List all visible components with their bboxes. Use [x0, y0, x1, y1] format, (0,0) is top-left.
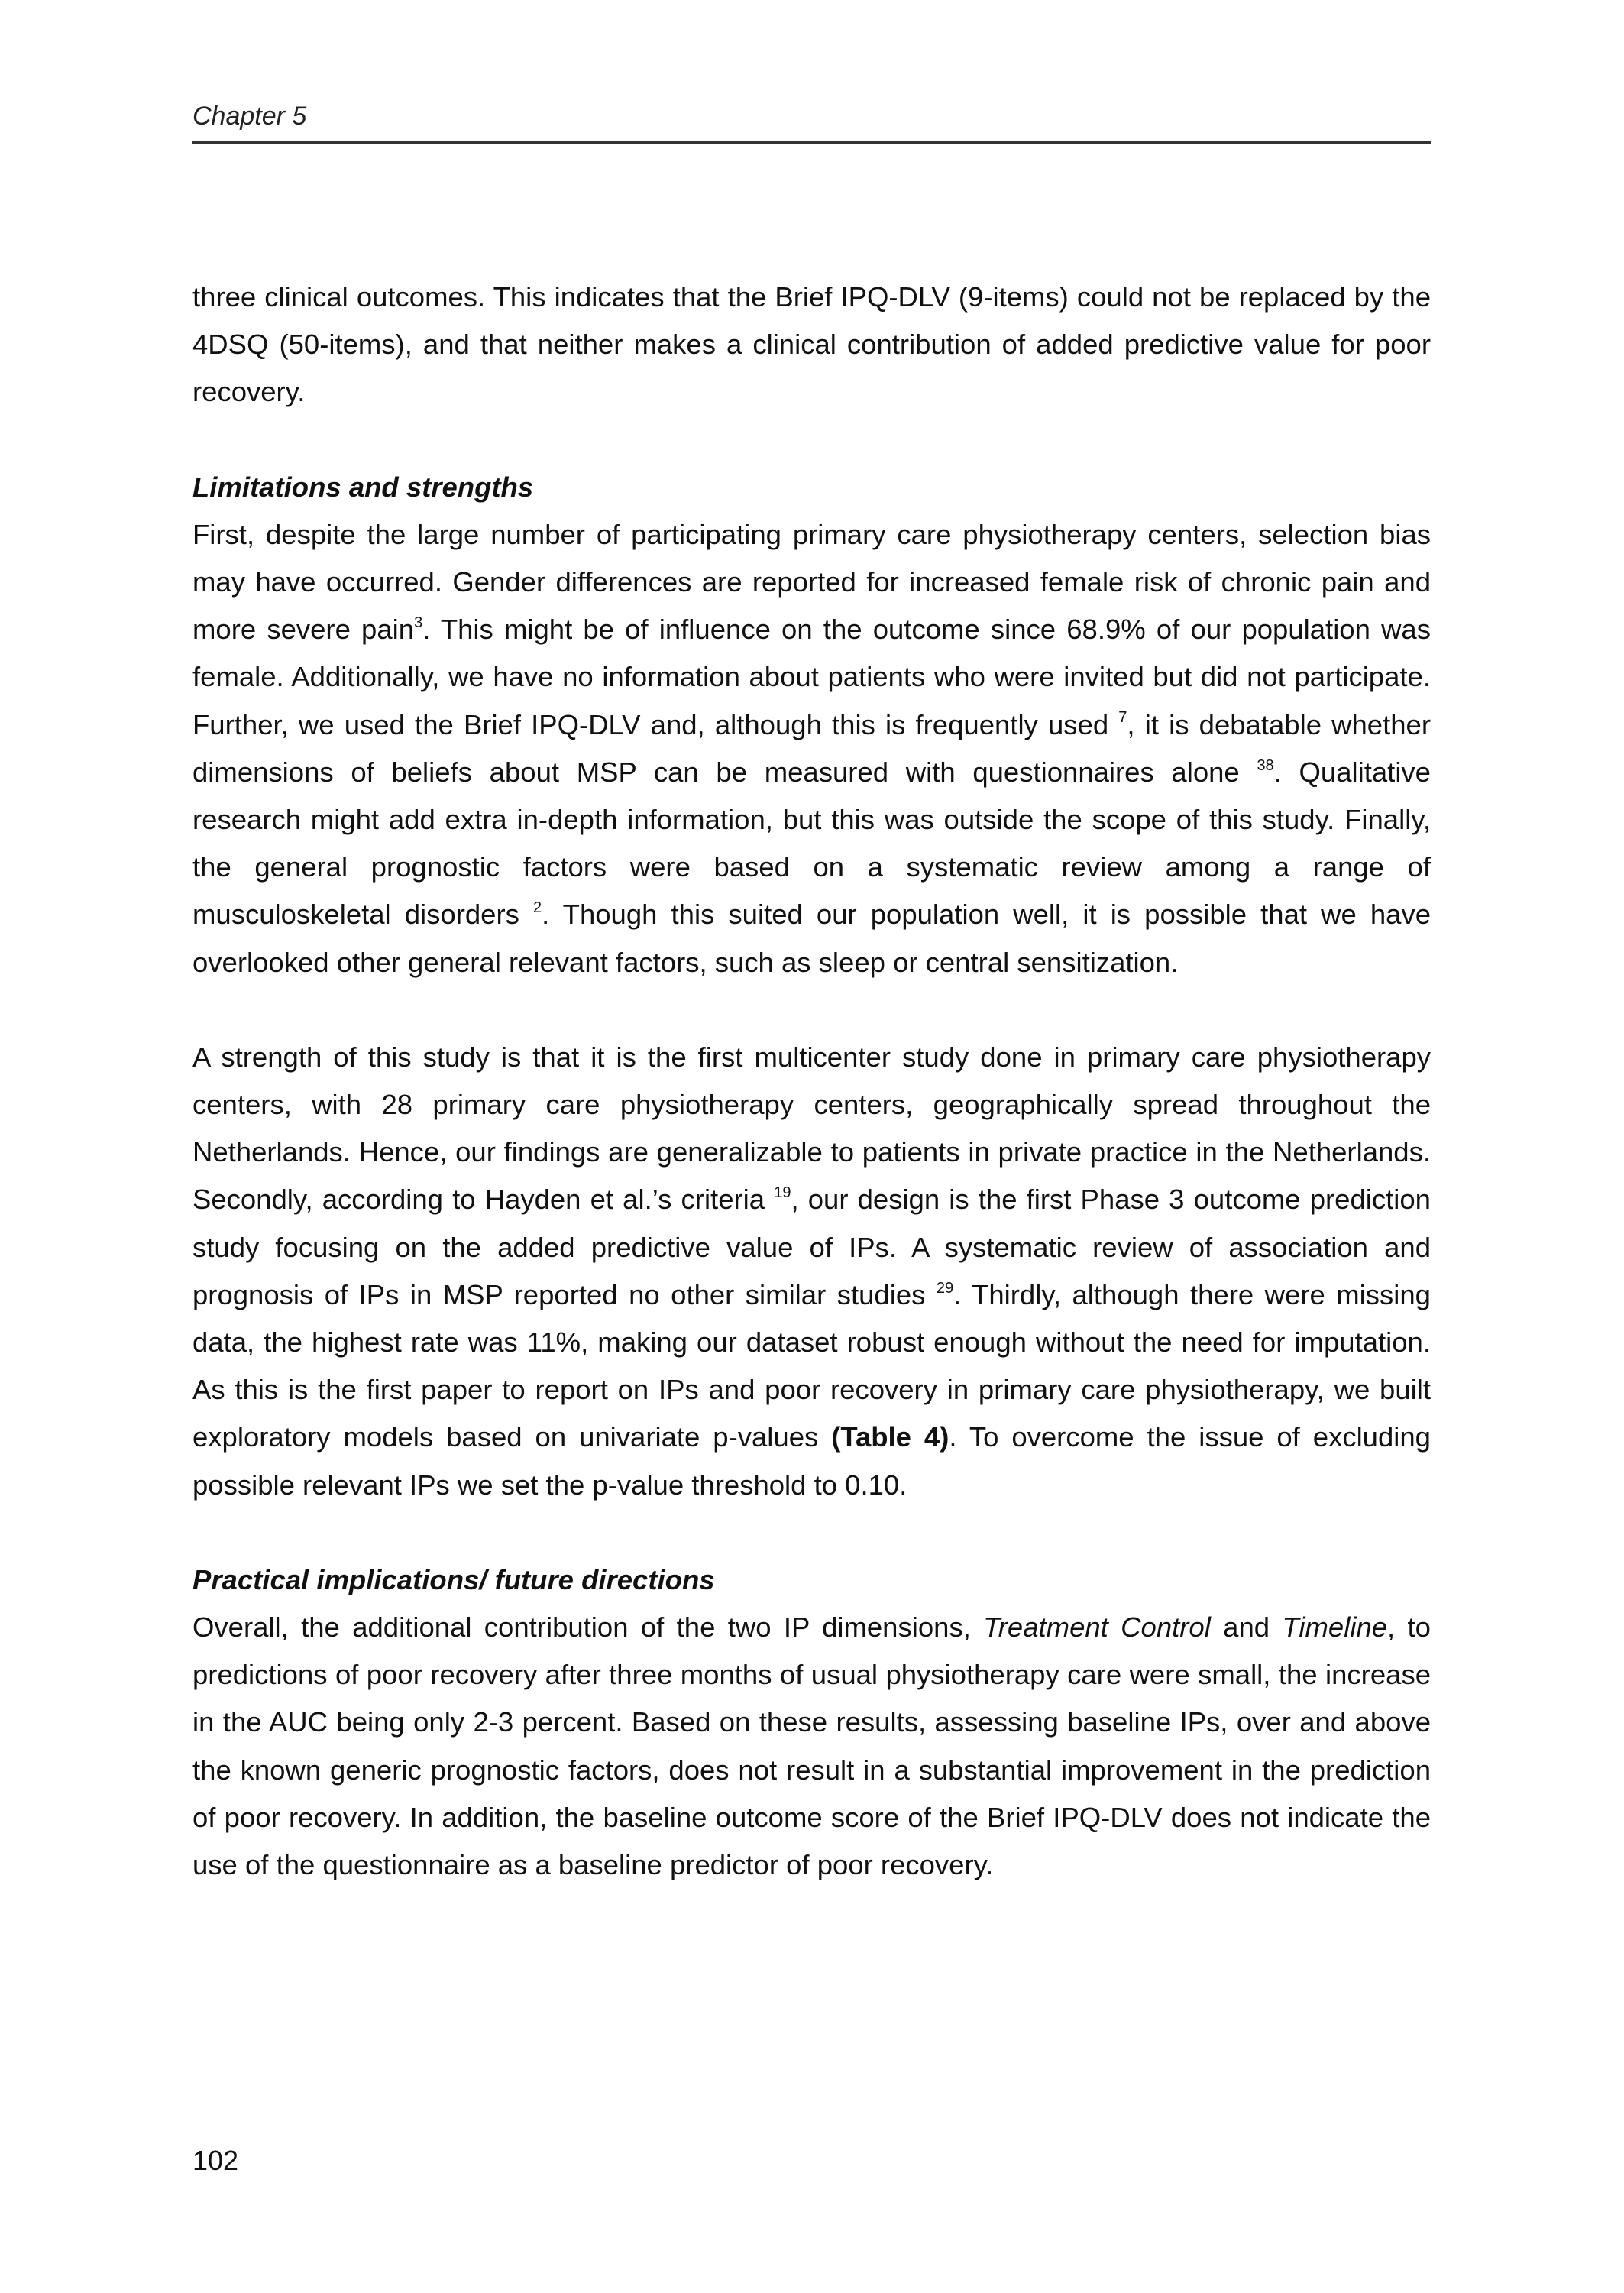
table-reference: (Table 4)	[831, 1421, 949, 1453]
citation-ref: 7	[1118, 709, 1127, 727]
heading-practical-implications: Practical implications/ future directions	[192, 1563, 715, 1595]
heading-limitations: Limitations and strengths	[192, 471, 534, 503]
text-run: , to predictions of poor recovery after three months of usual physiotherapy care were small, the increase in the AUC being only 2-3 percent. Based on these results, assessing baseline IPs, over and above the known generic prognostic factors, does not result in a substantial improvement in the prediction of poor recovery. In addition, the baseline outcome score of the Brief IPQ-DLV does not indicate the use of the questionnaire as a baseline predictor of poor recovery.	[192, 1611, 1431, 1881]
citation-ref: 2	[532, 899, 542, 917]
paragraph-gap	[192, 986, 1431, 1034]
paragraph-limitations	[192, 511, 1431, 986]
header-rule	[192, 141, 1431, 144]
text-run: . This might be of influence on the outcome since 68.9% of our population was female. Additionally, we have no information about patients who were invited but did not participate. Further, we used the Brief IPQ-DLV and, although this is frequently used	[192, 614, 1431, 740]
citation-ref: 19	[774, 1184, 791, 1202]
paragraph-practical	[192, 1604, 1431, 1889]
term-timeline: Timeline	[1282, 1611, 1388, 1644]
citation-ref: 29	[936, 1279, 954, 1297]
page-number: 102	[192, 2145, 239, 2176]
text-run: . Thirdly, although there were missing data, the highest rate was 11%, making our dataset robust enough without the need for imputation. As this is the first paper to report on IPs and poor recovery in primary care physiotherapy, we built exploratory models based on univariate p-values	[192, 1278, 1431, 1453]
text-run: . To overcome the issue of excluding possible relevant IPs we set the p-value threshold to 0.10.	[192, 1421, 1431, 1501]
text-run: First, despite the large number of participating primary care physiotherapy centers, selection bias may have occurred. Gender differences are reported for increased female risk of chronic pain and more severe pain	[192, 518, 1431, 646]
text-run: . Qualitative research might add extra in-depth information, but this was outside the scope of this study. Finally, the general prognostic factors were based on a systematic review among a range of musculoskeletal disorders	[192, 756, 1431, 931]
paragraph-continuation: three clinical outcomes. This indicates that the Brief IPQ-DLV (9-items) could not be replaced by the 4DSQ (50-items), and that neither makes a clinical contribution of added predictive value for poor recovery.	[192, 281, 1431, 408]
paragraph-gap	[192, 416, 1431, 464]
text-run: , it is debatable whether dimensions of beliefs about MSP can be measured with questionnaires alone	[192, 708, 1432, 788]
body-text	[192, 274, 1431, 1889]
text-run: . Though this suited our population well, it is possible that we have overlooked other general relevant factors, such as sleep or central sensitization.	[192, 899, 1431, 978]
paragraph-gap	[192, 1509, 1431, 1556]
page-header	[192, 101, 1431, 131]
text-run: Overall, the additional contribution of the two IP dimensions,	[192, 1611, 984, 1644]
paragraph-strengths	[192, 1034, 1431, 1509]
citation-ref: 3	[414, 614, 423, 632]
text-run: , our design is the first Phase 3 outcome prediction study focusing on the added predictive value of IPs. A systematic review of association and prognosis of IPs in MSP reported no other similar studies	[192, 1184, 1431, 1310]
term-treatment-control: Treatment Control	[983, 1611, 1211, 1644]
running-head: Chapter 5	[192, 102, 307, 131]
text-run: A strength of this study is that it is the first multicenter study done in primary care physiotherapy centers, with 28 primary care physiotherapy centers, geographically spread throughout the Netherlands. Hence, our findings are generalizable to patients in private practice in the Netherlands. Secondly, according to Hayden et al.’s criteria	[192, 1041, 1431, 1216]
text-run: and	[1210, 1611, 1283, 1644]
citation-ref: 38	[1257, 756, 1274, 774]
